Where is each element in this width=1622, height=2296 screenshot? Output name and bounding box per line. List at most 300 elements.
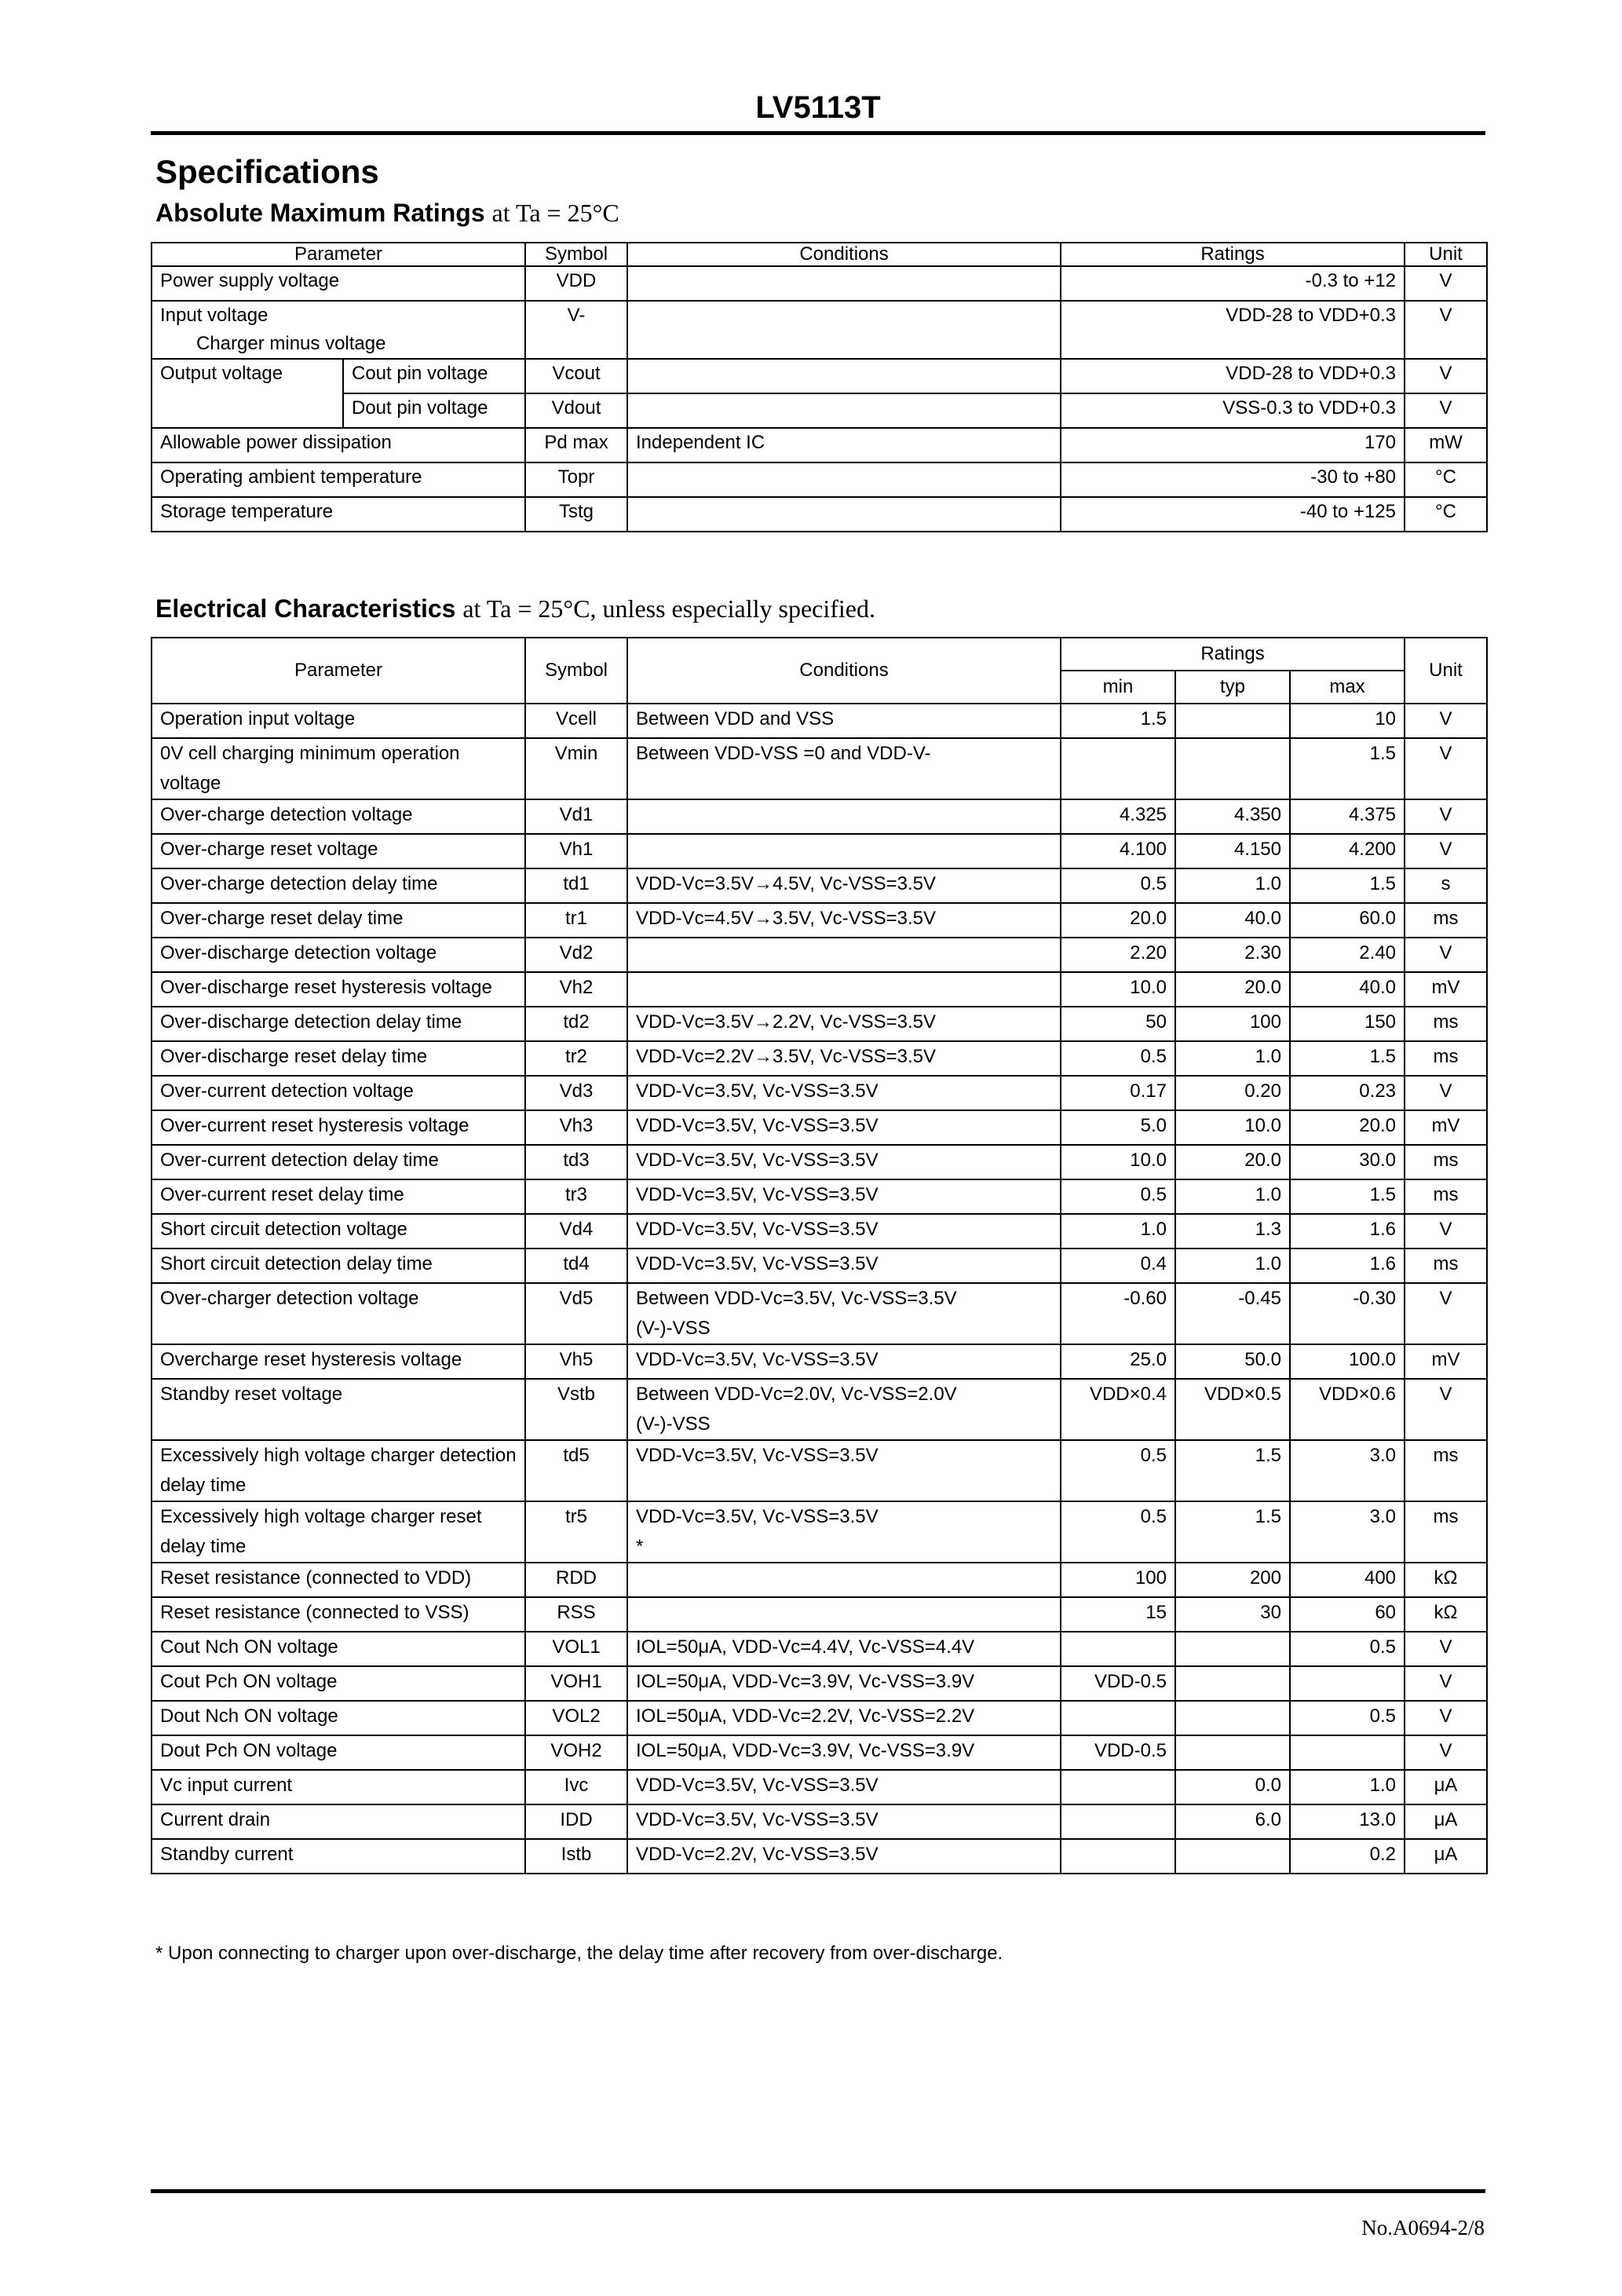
conditions-cell [627, 359, 1061, 393]
symbol-cell: V- [525, 301, 627, 359]
param-cell [152, 1249, 525, 1283]
conditions-cell [627, 1249, 1061, 1283]
unit-cell-text: ms [1433, 1150, 1459, 1171]
typ-cell-text: 1.0 [1255, 873, 1281, 894]
unit-cell [1405, 1597, 1487, 1632]
header-parameter: Parameter [152, 243, 525, 266]
conditions-cell [627, 704, 1061, 738]
max-cell [1290, 738, 1405, 799]
unit-cell-text: s [1441, 873, 1451, 894]
symbol-cell-text: Vstb [557, 1384, 596, 1405]
conditions-cell [627, 799, 1061, 834]
param-cell-text: Standby reset voltage [160, 1384, 343, 1405]
typ-cell-text: -0.45 [1238, 1288, 1281, 1309]
table-row [152, 462, 1487, 497]
conditions-cell-text: VDD-Vc=3.5V, Vc-VSS=3.5V [636, 1506, 879, 1527]
unit-cell-text: V [1439, 1219, 1452, 1240]
unit-cell-text: V [1439, 839, 1452, 860]
conditions-cell [627, 1804, 1061, 1839]
table-row [152, 1379, 1487, 1440]
max-cell [1290, 1563, 1405, 1597]
typ-cell [1175, 704, 1290, 738]
unit-cell [1405, 972, 1487, 1007]
conditions-cell [627, 1179, 1061, 1214]
elec-char-heading [155, 594, 875, 623]
conditions-cell [627, 1701, 1061, 1735]
min-cell [1061, 903, 1175, 938]
table-row [152, 738, 1487, 799]
max-cell [1290, 1379, 1405, 1440]
conditions-cell [627, 834, 1061, 868]
table-row [152, 704, 1487, 738]
min-cell [1061, 868, 1175, 903]
typ-cell [1175, 738, 1290, 799]
conditions-cell-text: IOL=50μA, VDD-Vc=3.9V, Vc-VSS=3.9V [636, 1671, 975, 1692]
param-cell-text: Over-current detection voltage [160, 1080, 414, 1102]
param-cell-text: 0V cell charging minimum operation voltage [160, 743, 460, 794]
unit-cell [1405, 903, 1487, 938]
unit-cell [1405, 1735, 1487, 1770]
max-cell-text: 60.0 [1359, 908, 1397, 929]
min-cell [1061, 704, 1175, 738]
param-line: Input voltage [160, 305, 269, 326]
symbol-cell [525, 1249, 627, 1283]
min-cell-text: 0.5 [1140, 1184, 1167, 1205]
unit-cell [1405, 1666, 1487, 1701]
param-cell-text: Over-charge detection delay time [160, 873, 438, 894]
max-cell-text: 1.5 [1369, 873, 1397, 894]
table-row [152, 1007, 1487, 1041]
unit-cell [1405, 1214, 1487, 1249]
unit-cell [1405, 799, 1487, 834]
min-cell-text: 2.20 [1130, 942, 1167, 963]
param-subline: Charger minus voltage [196, 333, 386, 354]
symbol-cell [525, 1770, 627, 1804]
min-cell-text: 20.0 [1130, 908, 1167, 929]
table-row [152, 393, 1487, 428]
min-cell-text: 1.0 [1140, 1219, 1167, 1240]
min-cell-text: 0.17 [1130, 1080, 1167, 1102]
symbol-cell-text: Vcell [555, 708, 597, 729]
conditions-cell [627, 1076, 1061, 1110]
typ-cell-text: 50.0 [1244, 1349, 1281, 1370]
max-cell [1290, 1440, 1405, 1501]
symbol-cell-text: td2 [563, 1011, 590, 1033]
table-row [152, 497, 1487, 532]
unit-cell [1405, 1701, 1487, 1735]
unit-cell-text: mV [1431, 1349, 1460, 1370]
header-typ: typ [1175, 671, 1290, 704]
table-row [152, 903, 1487, 938]
max-cell [1290, 1770, 1405, 1804]
min-cell [1061, 738, 1175, 799]
max-cell [1290, 1110, 1405, 1145]
unit-cell-text: V [1439, 1384, 1452, 1405]
unit-cell [1405, 834, 1487, 868]
conditions-cell-text: VDD-Vc=3.5V, Vc-VSS=3.5V [636, 1080, 879, 1102]
max-cell [1290, 1597, 1405, 1632]
typ-cell [1175, 1666, 1290, 1701]
conditions-cell [627, 972, 1061, 1007]
symbol-cell [525, 1344, 627, 1379]
min-cell-text: 5.0 [1140, 1115, 1167, 1136]
symbol-cell-text: RSS [557, 1602, 596, 1623]
param-cell [152, 738, 525, 799]
param-cell-text: Over-charge detection voltage [160, 804, 413, 825]
table-row [152, 799, 1487, 834]
param-cell [152, 1632, 525, 1666]
symbol-cell [525, 1701, 627, 1735]
param-cell-text: Vc input current [160, 1775, 293, 1796]
param-cell [152, 1597, 525, 1632]
typ-cell-text: 20.0 [1244, 977, 1281, 998]
min-cell [1061, 1735, 1175, 1770]
max-cell-text: 2.40 [1359, 942, 1397, 963]
typ-cell [1175, 1735, 1290, 1770]
table-row [152, 1666, 1487, 1701]
param-cell [152, 1563, 525, 1597]
typ-cell [1175, 1076, 1290, 1110]
rating-cell: 170 [1061, 428, 1405, 462]
unit-cell-text: V [1439, 1671, 1452, 1692]
min-cell-text: 1.5 [1140, 708, 1167, 729]
min-cell [1061, 799, 1175, 834]
typ-cell-text: 100 [1249, 1011, 1281, 1033]
max-cell [1290, 1041, 1405, 1076]
conditions-cell [627, 1344, 1061, 1379]
unit-cell [1405, 1249, 1487, 1283]
unit-cell-text: mV [1431, 1115, 1460, 1136]
max-cell [1290, 1179, 1405, 1214]
conditions-cell-text: VDD-Vc=3.5V, Vc-VSS=3.5V [636, 1115, 879, 1136]
conditions-cell-text: Between VDD and VSS [636, 708, 835, 729]
param-cell-text: Reset resistance (connected to VDD) [160, 1567, 472, 1589]
min-cell-text: -0.60 [1123, 1288, 1167, 1309]
table-row [152, 1440, 1487, 1501]
unit-cell-text: V [1439, 708, 1452, 729]
header-conditions: Conditions [627, 638, 1061, 704]
symbol-cell-text: td3 [563, 1150, 590, 1171]
max-cell-text: 1.0 [1369, 1775, 1397, 1796]
unit-cell: mW [1405, 428, 1487, 462]
min-cell-text: 4.325 [1119, 804, 1167, 825]
param-cell-text: Over-charge reset delay time [160, 908, 404, 929]
header-symbol: Symbol [525, 243, 627, 266]
elec-table-body [152, 704, 1487, 1874]
max-cell [1290, 1007, 1405, 1041]
max-cell-text: 1.6 [1369, 1219, 1397, 1240]
symbol-cell-text: Vd2 [559, 942, 594, 963]
conditions-cell-text: VDD-Vc=3.5V, Vc-VSS=3.5V [636, 1219, 879, 1240]
typ-cell [1175, 1344, 1290, 1379]
symbol-cell [525, 868, 627, 903]
symbol-cell [525, 903, 627, 938]
param-cell: Allowable power dissipation [152, 428, 525, 462]
symbol-cell-text: Vd3 [559, 1080, 594, 1102]
max-cell [1290, 799, 1405, 834]
conditions-cell [627, 938, 1061, 972]
symbol-cell [525, 1839, 627, 1874]
typ-cell-text: 1.5 [1255, 1506, 1281, 1527]
min-cell-text: 25.0 [1130, 1349, 1167, 1370]
unit-cell-text: μA [1434, 1775, 1458, 1796]
typ-cell-text: 200 [1249, 1567, 1281, 1589]
typ-cell-text: 10.0 [1244, 1115, 1281, 1136]
conditions-cell-text: VDD-Vc=4.5V→3.5V, Vc-VSS=3.5V [636, 908, 936, 929]
symbol-cell [525, 1110, 627, 1145]
table-row [152, 301, 1487, 359]
rating-cell: -0.3 to +12 [1061, 266, 1405, 301]
conditions-cell-text: VDD-Vc=3.5V, Vc-VSS=3.5V [636, 1150, 879, 1171]
typ-cell [1175, 1214, 1290, 1249]
max-cell [1290, 868, 1405, 903]
header-ratings: Ratings [1061, 638, 1405, 671]
param-cell: Storage temperature [152, 497, 525, 532]
min-cell [1061, 1007, 1175, 1041]
abs-max-title: Absolute Maximum Ratings [155, 199, 485, 227]
symbol-cell: Vdout [525, 393, 627, 428]
table-row [152, 1214, 1487, 1249]
conditions-cell: Independent IC [627, 428, 1061, 462]
table-row [152, 1770, 1487, 1804]
min-cell [1061, 1804, 1175, 1839]
table-row [152, 428, 1487, 462]
symbol-cell: VDD [525, 266, 627, 301]
table-row [152, 972, 1487, 1007]
unit-cell-text: μA [1434, 1809, 1458, 1830]
conditions-cell-text: VDD-Vc=3.5V, Vc-VSS=3.5V [636, 1253, 879, 1274]
symbol-cell-text: VOL2 [552, 1706, 601, 1727]
typ-cell [1175, 868, 1290, 903]
param-cell [152, 938, 525, 972]
min-cell [1061, 1501, 1175, 1563]
max-cell [1290, 1804, 1405, 1839]
min-cell-text: 0.5 [1140, 873, 1167, 894]
unit-cell [1405, 1379, 1487, 1440]
conditions-cell-text: IOL=50μA, VDD-Vc=4.4V, Vc-VSS=4.4V [636, 1636, 975, 1658]
unit-cell-text: V [1439, 942, 1452, 963]
max-cell [1290, 1214, 1405, 1249]
symbol-cell: Vcout [525, 359, 627, 393]
min-cell [1061, 1563, 1175, 1597]
symbol-cell [525, 1214, 627, 1249]
typ-cell-text: 40.0 [1244, 908, 1281, 929]
param-cell-text: Reset resistance (connected to VSS) [160, 1602, 469, 1623]
conditions-cell-text: VDD-Vc=3.5V, Vc-VSS=3.5V [636, 1349, 879, 1370]
min-cell [1061, 1701, 1175, 1735]
min-cell [1061, 1666, 1175, 1701]
symbol-cell-text: tr5 [564, 1506, 587, 1527]
max-cell-text: 1.5 [1369, 1184, 1397, 1205]
table-row [152, 1344, 1487, 1379]
typ-cell [1175, 834, 1290, 868]
symbol-cell [525, 938, 627, 972]
page-number: No.A0694-2/8 [1361, 2216, 1485, 2239]
max-cell [1290, 1283, 1405, 1344]
min-cell-text: 0.4 [1140, 1253, 1167, 1274]
max-cell-text: 10 [1375, 708, 1397, 729]
max-cell-text: 13.0 [1359, 1809, 1397, 1830]
max-cell [1290, 1701, 1405, 1735]
min-cell [1061, 1041, 1175, 1076]
min-cell [1061, 1249, 1175, 1283]
param-cell [152, 972, 525, 1007]
conditions-subline: (V-)-VSS [636, 1413, 711, 1435]
param-cell [152, 1283, 525, 1344]
param-cell-text: Over-discharge detection delay time [160, 1011, 462, 1033]
typ-cell-text: 1.0 [1255, 1184, 1281, 1205]
max-cell-text: 0.5 [1369, 1636, 1397, 1658]
symbol-cell [525, 1735, 627, 1770]
unit-cell-text: mV [1431, 977, 1460, 998]
max-cell-text: 40.0 [1359, 977, 1397, 998]
max-cell [1290, 1666, 1405, 1701]
symbol-cell-text: Vd4 [559, 1219, 594, 1240]
section-title: Specifications [155, 153, 379, 190]
conditions-cell-text: VDD-Vc=3.5V, Vc-VSS=3.5V [636, 1809, 879, 1830]
header-rule [151, 131, 1485, 135]
typ-cell-text: 30 [1260, 1602, 1281, 1623]
footer-rule [151, 2189, 1485, 2193]
max-cell [1290, 938, 1405, 972]
unit-cell [1405, 1632, 1487, 1666]
typ-cell-text: 1.5 [1255, 1445, 1281, 1466]
param-cell-text: Over-discharge detection voltage [160, 942, 437, 963]
max-cell [1290, 1076, 1405, 1110]
conditions-cell [627, 1007, 1061, 1041]
typ-cell-text: 20.0 [1244, 1150, 1281, 1171]
elec-char-title: Electrical Characteristics [155, 594, 456, 623]
typ-cell [1175, 1804, 1290, 1839]
unit-cell-text: ms [1433, 1046, 1459, 1067]
param-cell [152, 1770, 525, 1804]
symbol-cell [525, 1597, 627, 1632]
unit-cell-text: ms [1433, 1506, 1459, 1527]
conditions-cell-text: Between VDD-VSS =0 and VDD-V- [636, 743, 931, 764]
min-cell [1061, 1770, 1175, 1804]
symbol-cell [525, 704, 627, 738]
min-cell-text: 15 [1145, 1602, 1167, 1623]
symbol-cell [525, 1632, 627, 1666]
conditions-cell [627, 1145, 1061, 1179]
header-max: max [1290, 671, 1405, 704]
param-cell: Power supply voltage [152, 266, 525, 301]
symbol-cell [525, 1145, 627, 1179]
unit-cell [1405, 1110, 1487, 1145]
param-cell [152, 1214, 525, 1249]
typ-cell [1175, 1632, 1290, 1666]
conditions-cell [627, 1666, 1061, 1701]
unit-cell-text: V [1439, 743, 1452, 764]
max-cell [1290, 972, 1405, 1007]
elec-char-table [151, 637, 1488, 1874]
param-cell-text: Dout Nch ON voltage [160, 1706, 338, 1727]
min-cell [1061, 1440, 1175, 1501]
max-cell-text: 1.5 [1369, 743, 1397, 764]
typ-cell-text: 4.150 [1233, 839, 1281, 860]
subparam-cell: Cout pin voltage [343, 359, 525, 393]
param-cell [152, 1804, 525, 1839]
min-cell [1061, 1076, 1175, 1110]
unit-cell [1405, 868, 1487, 903]
param-cell [152, 1344, 525, 1379]
min-cell [1061, 1839, 1175, 1874]
unit-cell [1405, 1839, 1487, 1874]
rating-cell: VDD-28 to VDD+0.3 [1061, 359, 1405, 393]
param-cell: Output voltage [152, 359, 343, 428]
table-row [152, 1804, 1487, 1839]
param-cell [152, 1179, 525, 1214]
max-cell-text: 60 [1375, 1602, 1397, 1623]
conditions-cell [627, 1770, 1061, 1804]
unit-cell [1405, 1440, 1487, 1501]
conditions-cell [627, 1632, 1061, 1666]
max-cell-text: 100.0 [1348, 1349, 1397, 1370]
unit-cell [1405, 1770, 1487, 1804]
unit-cell-text: ms [1433, 1445, 1459, 1466]
header-parameter: Parameter [152, 638, 525, 704]
typ-cell [1175, 1041, 1290, 1076]
param-cell-text: Cout Pch ON voltage [160, 1671, 338, 1692]
typ-cell [1175, 938, 1290, 972]
symbol-cell [525, 972, 627, 1007]
max-cell [1290, 1249, 1405, 1283]
param-cell-text: Dout Pch ON voltage [160, 1740, 338, 1761]
max-cell-text: 0.23 [1359, 1080, 1397, 1102]
max-cell-text: 4.200 [1348, 839, 1397, 860]
unit-cell [1405, 1145, 1487, 1179]
param-cell [152, 1041, 525, 1076]
symbol-cell [525, 1804, 627, 1839]
table-row [152, 1839, 1487, 1874]
typ-cell-text: 6.0 [1255, 1809, 1281, 1830]
conditions-cell [627, 301, 1061, 359]
conditions-cell [627, 738, 1061, 799]
min-cell [1061, 1344, 1175, 1379]
typ-cell [1175, 1501, 1290, 1563]
table-row [152, 1563, 1487, 1597]
conditions-cell [627, 1501, 1061, 1563]
min-cell [1061, 1145, 1175, 1179]
unit-cell: V [1405, 393, 1487, 428]
table-row [152, 868, 1487, 903]
max-cell-text: 0.5 [1369, 1706, 1397, 1727]
typ-cell-text: VDD×0.5 [1204, 1384, 1281, 1405]
param-cell [152, 1110, 525, 1145]
unit-cell-text: ms [1433, 1253, 1459, 1274]
conditions-cell [627, 462, 1061, 497]
conditions-cell [627, 1735, 1061, 1770]
typ-cell [1175, 903, 1290, 938]
symbol-cell-text: Ivc [564, 1775, 589, 1796]
unit-cell [1405, 1563, 1487, 1597]
symbol-cell: Topr [525, 462, 627, 497]
symbol-cell-text: Istb [561, 1844, 592, 1865]
max-cell [1290, 1735, 1405, 1770]
typ-cell [1175, 1110, 1290, 1145]
param-cell-text: Standby current [160, 1844, 294, 1865]
min-cell [1061, 1214, 1175, 1249]
unit-cell-text: V [1439, 1636, 1452, 1658]
min-cell-text: 10.0 [1130, 977, 1167, 998]
typ-cell-text: 4.350 [1233, 804, 1281, 825]
table-row [152, 1283, 1487, 1344]
table-row [152, 1110, 1487, 1145]
symbol-cell-text: tr1 [564, 908, 587, 929]
max-cell-text: 150 [1364, 1011, 1397, 1033]
max-cell-text: 1.5 [1369, 1046, 1397, 1067]
table-row [152, 1076, 1487, 1110]
